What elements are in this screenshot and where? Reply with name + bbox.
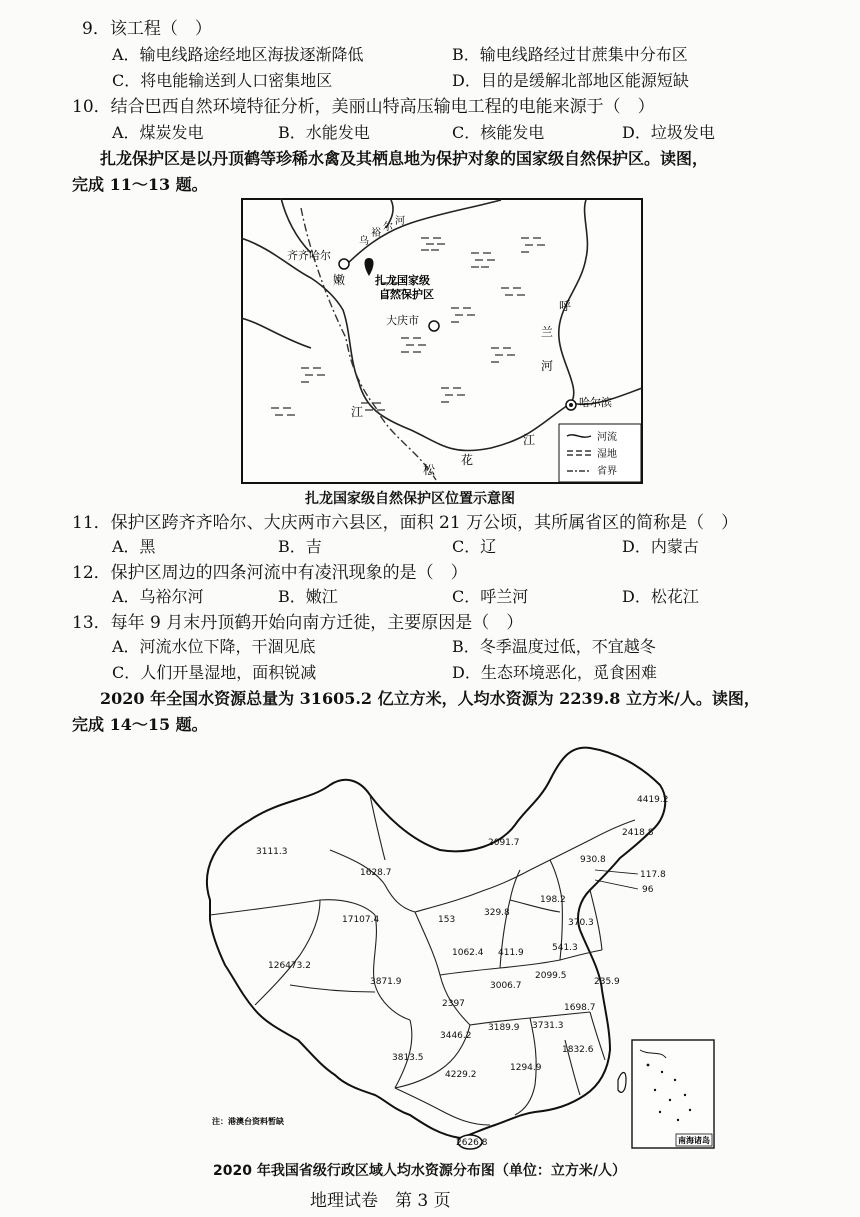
legend-river: 河流 [597, 432, 617, 443]
inset-label: 南海诸岛 [678, 1136, 710, 1145]
legend-border: 省界 [597, 466, 617, 477]
q12-option-a: A．乌裕尔河 [112, 587, 204, 606]
q9-option-d: D．目的是缓解北部地区能源短缺 [452, 71, 689, 90]
val-guangxi: 4229.2 [445, 1070, 477, 1080]
q9-option-b: B．输电线路经过甘蔗集中分布区 [452, 45, 688, 64]
map2-caption: 2020 年我国省级行政区域人均水资源分布图（单位：立方米/人） [213, 1163, 626, 1179]
val-chongqing: 2397 [442, 999, 465, 1009]
q13-option-c: C．人们开垦湿地，面积锐减 [112, 663, 317, 682]
label-jiang: 江 [351, 405, 364, 419]
q10-option-d: D．垃圾发电 [622, 123, 715, 142]
val-guizhou: 3446.2 [440, 1031, 472, 1041]
label-reserve-2: 自然保护区 [379, 288, 434, 301]
val-tianjin: 96 [642, 885, 654, 895]
taiwan-island [618, 1073, 626, 1093]
val-henan: 411.9 [498, 948, 524, 958]
val-fujian: 1832.6 [562, 1045, 594, 1055]
zhalong-map [241, 198, 643, 484]
q10-option-c: C．核能发电 [452, 123, 545, 142]
label-qiqihar: 齐齐哈尔 [287, 249, 331, 262]
intro2-line1: 2020 年全国水资源总量为 31605.2 亿立方米，人均水资源为 2239.8 立方米/人。读图， [100, 689, 760, 708]
intro1-line2: 完成 11～13 题。 [72, 175, 208, 194]
val-qinghai: 17107.4 [342, 915, 380, 925]
label-hu: 呼 [559, 299, 572, 313]
intro1-line1: 扎龙保护区是以丹顶鹤等珍稀水禽及其栖息地为保护对象的国家级自然保护区。读图， [100, 149, 709, 168]
label-he: 河 [395, 216, 405, 227]
qiqihar-marker [339, 259, 349, 269]
q9-stem: 9．该工程（ ） [82, 19, 212, 39]
q13-option-b: B．冬季温度过低，不宜越冬 [452, 637, 656, 656]
val-xinjiang: 3111.3 [256, 847, 288, 857]
q12-option-b: B．嫩江 [278, 587, 338, 606]
q12-stem: 12．保护区周边的四条河流中有凌汛现象的是（ ） [72, 563, 468, 583]
val-guangdong: 1294.9 [510, 1063, 542, 1073]
q13-option-a: A．河流水位下降，干涸见底 [112, 637, 316, 656]
map1-legend [559, 424, 641, 482]
q11-option-c: C．辽 [452, 537, 497, 556]
val-ningxia: 1628.7 [360, 868, 392, 878]
q11-stem: 11．保护区跨齐齐哈尔、大庆两市六县区，面积 21 万公顷，其所属省区的简称是（ ） [72, 513, 739, 533]
val-shandong: 370.3 [568, 918, 594, 928]
val-jilin: 2418.8 [622, 828, 654, 838]
q11-option-d: D．内蒙古 [622, 537, 699, 556]
q10-option-a: A．煤炭发电 [112, 123, 204, 142]
val-jiangxi: 3731.3 [532, 1021, 564, 1031]
map2-note: 注：港澳台资料暂缺 [212, 1117, 284, 1126]
val-sichuan: 3871.9 [370, 977, 402, 987]
val-heilongjiang: 4419.2 [637, 795, 669, 805]
label-er: 尔 [383, 222, 393, 233]
q10-option-b: B．水能发电 [278, 123, 370, 142]
q9-option-c: C．将电能输送到人口密集地区 [112, 71, 333, 90]
val-anhui: 2099.5 [535, 971, 567, 981]
label-wu: 乌 [359, 236, 369, 247]
q12-option-c: C．呼兰河 [452, 587, 529, 606]
china-water-map [170, 740, 730, 1152]
val-shanghai: 235.9 [594, 977, 620, 987]
label-lan: 兰 [541, 325, 554, 339]
val-xizang: 126473.2 [268, 961, 311, 971]
q9-option-a: A．输电线路途经地区海拔逐渐降低 [112, 45, 364, 64]
val-gansu: 153 [438, 915, 456, 925]
val-hunan: 3189.9 [488, 1023, 520, 1033]
label-he2: 河 [541, 359, 554, 373]
q11-option-b: B．吉 [278, 537, 322, 556]
label-nen: 嫩 [333, 273, 346, 287]
legend-wetland: 湿地 [597, 449, 617, 460]
val-yunnan: 3813.5 [392, 1053, 424, 1063]
val-neimenggu: 2091.7 [488, 838, 520, 848]
label-yu: 裕 [371, 228, 381, 239]
val-jiangsu: 541.3 [552, 943, 578, 953]
label-harbin: 哈尔滨 [579, 396, 612, 409]
val-shanxi: 329.8 [484, 908, 510, 918]
label-jiang2: 江 [523, 433, 536, 447]
q12-option-d: D．松花江 [622, 587, 699, 606]
val-hubei: 3006.7 [490, 981, 522, 991]
label-song: 松 [423, 463, 436, 477]
harbin-capital-dot [569, 403, 573, 407]
q13-stem: 13．每年 9 月末丹顶鹤开始向南方迁徙，主要原因是（ ） [72, 613, 524, 633]
val-shaanxi: 1062.4 [452, 948, 484, 958]
val-hebei: 198.2 [540, 895, 566, 905]
label-hua: 花 [461, 453, 474, 467]
val-liaoning: 930.8 [580, 855, 606, 865]
q11-option-a: A．黑 [112, 537, 156, 556]
val-beijing: 117.8 [640, 870, 666, 880]
label-daqing: 大庆市 [386, 314, 419, 327]
q10-stem: 10．结合巴西自然环境特征分析，美丽山特高压输电工程的电能来源于（ ） [72, 97, 655, 117]
map1-caption: 扎龙国家级自然保护区位置示意图 [305, 491, 515, 507]
label-reserve-1: 扎龙国家级 [375, 274, 430, 287]
page-footer: 地理试卷 第 3 页 [310, 1191, 451, 1211]
val-zhejiang: 1698.7 [564, 1003, 596, 1013]
intro2-line2: 完成 14～15 题。 [72, 715, 208, 734]
daqing-marker [429, 321, 439, 331]
q13-option-d: D．生态环境恶化，觅食困难 [452, 663, 657, 682]
china-outline [207, 748, 665, 1138]
south-china-sea-inset [632, 1040, 714, 1148]
val-hainan: 2626.8 [456, 1138, 488, 1148]
